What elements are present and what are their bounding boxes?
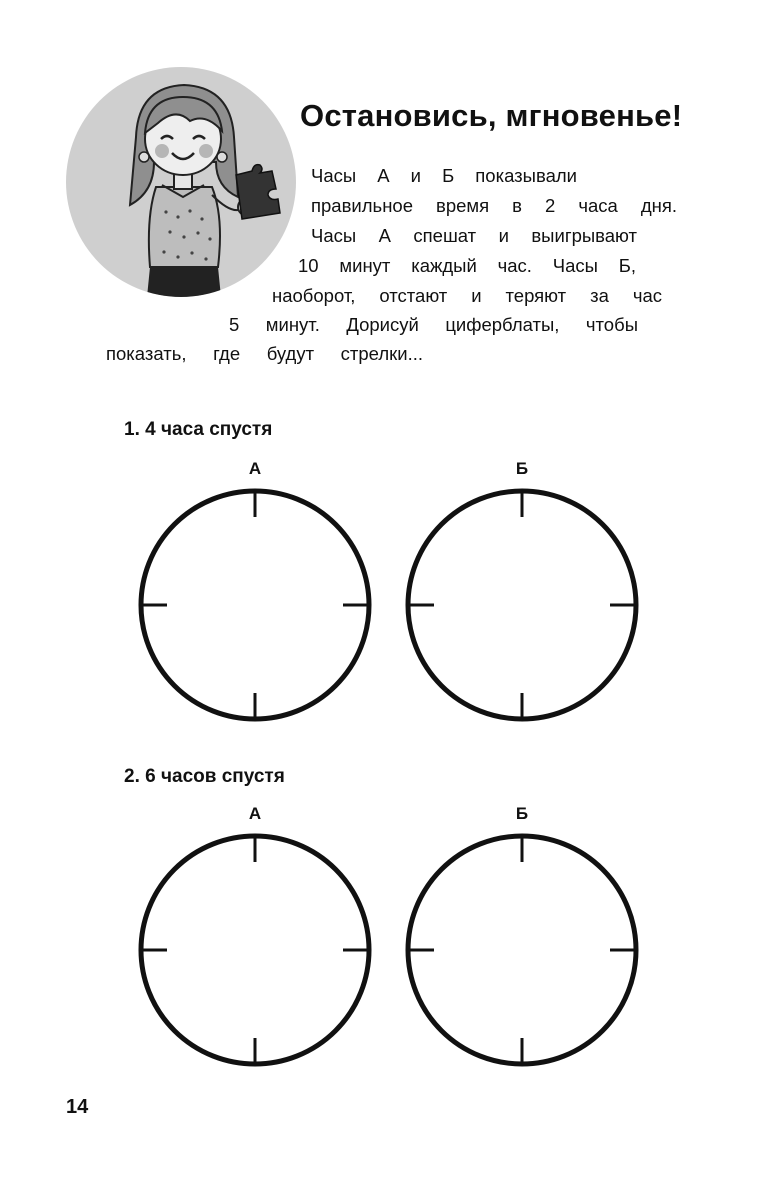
body-line: Часы А спешат и выигрывают [311, 225, 637, 246]
body-line: 10 минут каждый час. Часы Б, [298, 255, 636, 276]
body-line: показать, где будут стрелки... [106, 343, 423, 364]
clock-face-1a[interactable] [138, 488, 372, 722]
body-line: наоборот, отстают и теряют за час [272, 285, 662, 306]
clock-face-2a[interactable] [138, 833, 372, 1067]
clock-face-2b[interactable] [405, 833, 639, 1067]
section-1-label: 1. 4 часа спустя [124, 419, 273, 440]
clock-face-1b[interactable] [405, 488, 639, 722]
body-line: 5 минут. Дорисуй циферблаты, чтобы [229, 314, 638, 335]
page-title: Остановись, мгновенье! [300, 98, 683, 133]
clock-1b-label: Б [515, 459, 529, 478]
girl-with-puzzle-illustration [66, 67, 296, 297]
clock-1a-label: А [248, 459, 262, 478]
section-2-label: 2. 6 часов спустя [124, 766, 285, 787]
page-number: 14 [66, 1096, 89, 1118]
body-line: правильное время в 2 часа дня. [311, 195, 677, 216]
body-line: Часы А и Б показывали [311, 165, 577, 186]
clock-2b-label: Б [515, 804, 529, 823]
clock-2a-label: А [248, 804, 262, 823]
